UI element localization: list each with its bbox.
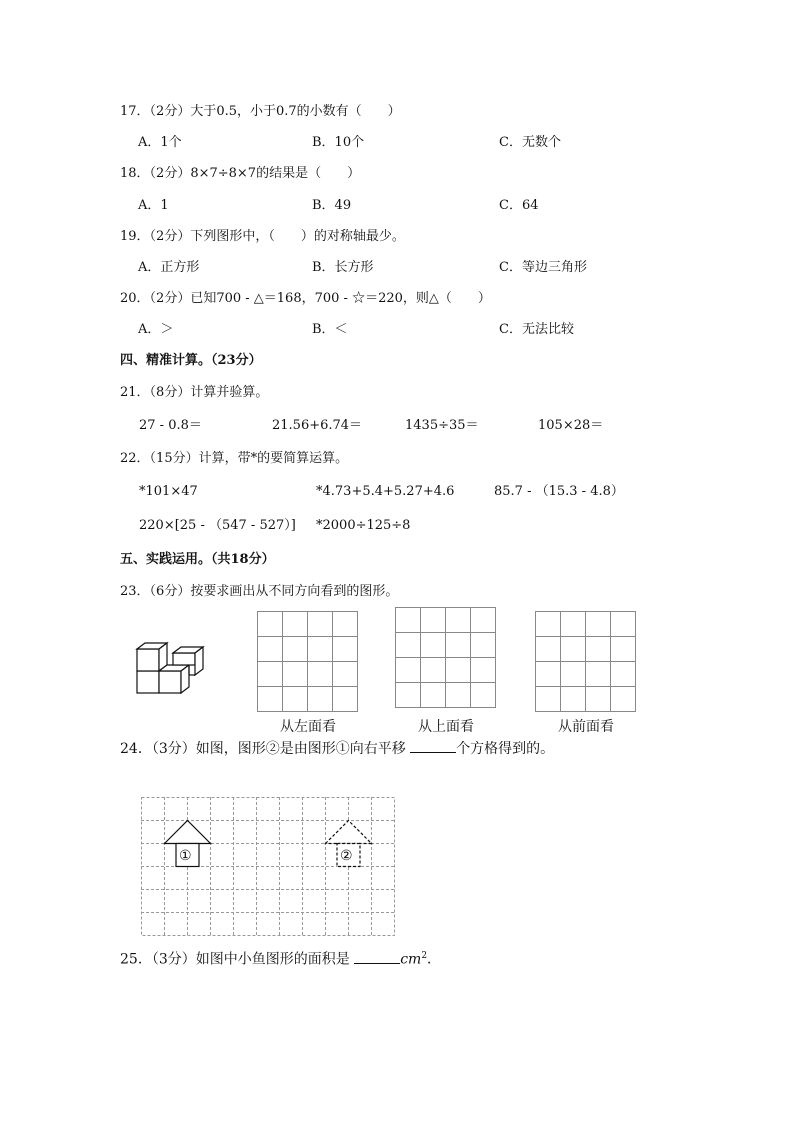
q24-answer-blank[interactable]: [410, 740, 456, 753]
section-5-heading: 五、实践运用。（共18分）: [120, 552, 275, 567]
q24-stem-post: 个方格得到的。: [456, 741, 555, 757]
q17-stem: 17．（2分）大于0.5，小于0.7的小数有（ ）: [120, 104, 401, 119]
q25-stem-pre: 25．（3分）如图中小鱼图形的面积是: [120, 951, 350, 968]
q19-option-a: A．正方形: [138, 260, 200, 275]
q21-item-2: 21.56+6.74＝: [272, 418, 363, 433]
q21-item-4: 105×28＝: [538, 418, 604, 433]
q25-stem: [120, 948, 441, 968]
section-4-heading: 四、精准计算。（23分）: [120, 353, 262, 368]
q21-stem: 21．（8分）计算并验算。: [120, 385, 269, 400]
q20-option-a: A．＞: [138, 322, 174, 337]
q22-stem: 22．（15分）计算，带*的要简算运算。: [120, 451, 349, 466]
q24-stem-pre: 24．（3分）如图，图形②是由图形①向右平移: [120, 741, 406, 757]
caption-top-view: 从上面看: [418, 719, 474, 735]
q24-stem: [120, 740, 554, 757]
q19-stem: 19．（2分）下列图形中，（ ）的对称轴最少。: [120, 229, 405, 244]
q25-end: ．: [427, 951, 442, 968]
q20-stem: 20．（2分）已知700 - △＝168，700 - ☆＝220，则△（ ）: [120, 291, 491, 306]
front-view-grid[interactable]: [535, 611, 636, 712]
q21-item-3: 1435÷35＝: [405, 418, 479, 433]
figure-2-label: ②: [340, 848, 353, 864]
q25-answer-blank[interactable]: [354, 951, 400, 964]
q25-unit-exponent: 2: [421, 951, 428, 961]
q22-item-3: 85.7 - （15.3 - 4.8）: [494, 484, 624, 499]
q17-option-a: A．1个: [138, 135, 182, 150]
q20-option-c: C．无法比较: [499, 322, 574, 337]
q18-option-a: A．1: [138, 198, 169, 213]
q22-item-5: *2000÷125÷8: [316, 518, 411, 533]
left-view-grid[interactable]: [257, 611, 358, 712]
q22-item-4: 220×[25 - （547 - 527）]: [139, 518, 296, 533]
q20-option-b: B．＜: [312, 322, 348, 337]
q18-stem: 18．（2分）8×7÷8×7的结果是（ ）: [120, 166, 361, 181]
q22-item-1: *101×47: [139, 484, 198, 499]
translation-grid-figure: [141, 797, 397, 939]
q25-unit: cm: [400, 951, 422, 968]
top-view-grid[interactable]: [395, 607, 496, 708]
q22-item-2: *4.73+5.4+5.27+4.6: [316, 484, 455, 499]
q18-option-c: C．64: [499, 198, 539, 213]
q19-option-b: B．长方形: [312, 260, 374, 275]
q17-option-b: B．10个: [312, 135, 365, 150]
cube-solid-figure: [133, 640, 213, 698]
caption-left-view: 从左面看: [280, 719, 336, 735]
q23-stem: 23．（6分）按要求画出从不同方向看到的图形。: [120, 584, 399, 599]
q21-item-1: 27 - 0.8＝: [139, 418, 202, 433]
caption-front-view: 从前面看: [558, 719, 614, 735]
q19-option-c: C．等边三角形: [499, 260, 587, 275]
q18-option-b: B．49: [312, 198, 352, 213]
figure-1-label: ①: [179, 848, 192, 864]
q17-option-c: C．无数个: [499, 135, 561, 150]
